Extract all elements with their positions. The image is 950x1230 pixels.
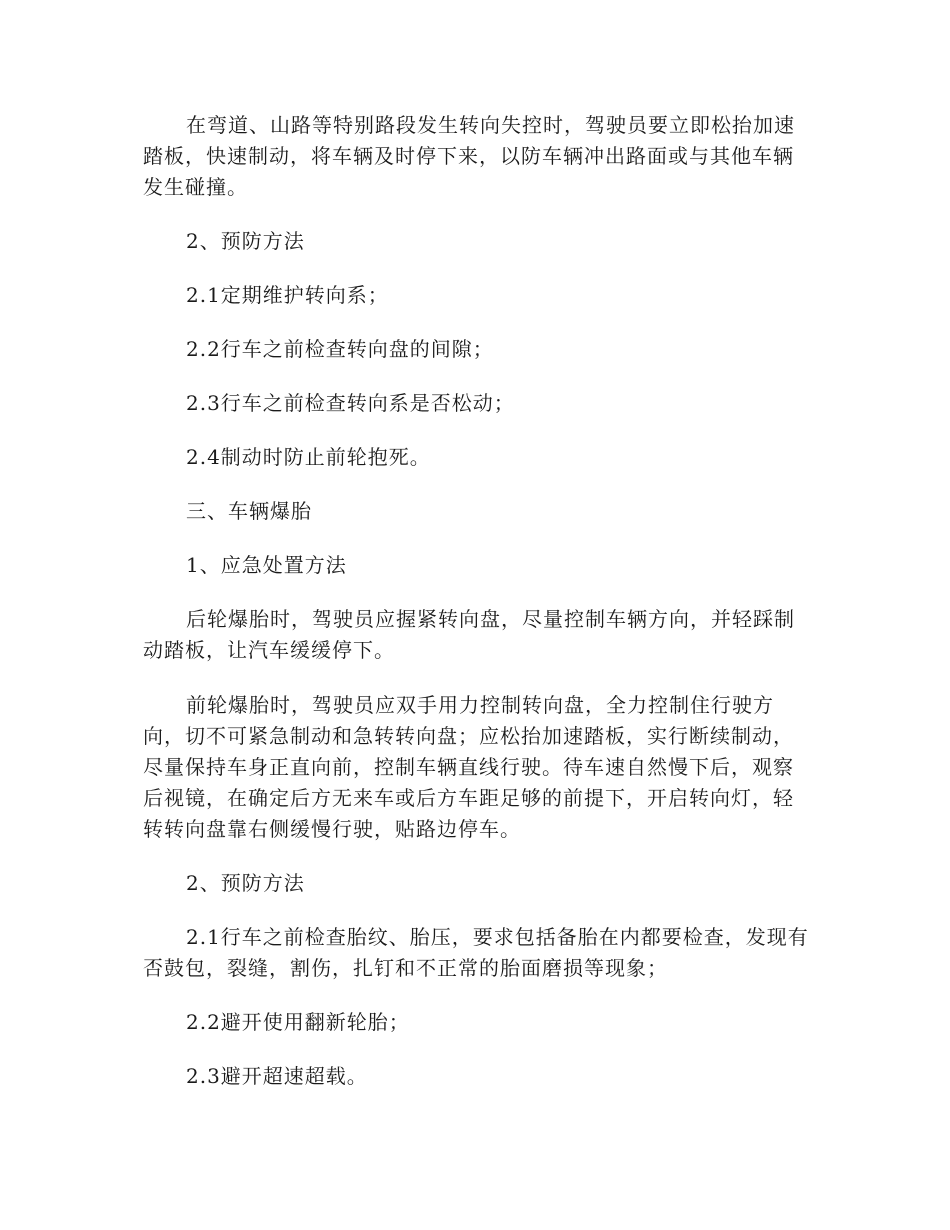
paragraph-front-tire-blowout: 前轮爆胎时，驾驶员应双手用力控制转向盘，全力控制住行驶方向，切不可紧急制动和急转转向盘；应松抬加速踏板，实行断续制动，尽量保持车身正直向前，控制车辆直线行驶。待车速自然慢下后，观察后视镜，在确定后方无来车或后方车距足够的前提下，开启转向灯，轻转转向盘靠右侧缓慢行驶，贴路边停车。 [143,693,794,841]
list-item-tire-prevention-2-2: 2.2避开使用翻新轮胎； [186,1010,410,1034]
list-item-prevention-2-2: 2.2行车之前检查转向盘的间隙； [186,337,494,361]
paragraph-steering-loss-curve: 在弯道、山路等特别路段发生转向失控时，驾驶员要立即松抬加速踏板，快速制动，将车辆及时停下来，以防车辆冲出路面或与其他车辆发生碰撞。 [143,113,795,199]
section-heading-tire-blowout: 三、车辆爆胎 [186,499,312,523]
heading-emergency-handling: 1、应急处置方法 [186,553,347,577]
list-item-prevention-2-3: 2.3行车之前检查转向系是否松动； [186,391,515,415]
heading-prevention-methods-tire: 2、预防方法 [186,871,305,895]
list-item-tire-prevention-2-1: 2.1行车之前检查胎纹、胎压，要求包括备胎在内都要检查，发现有否鼓包，裂缝，割伤，扎钉和不正常的胎面磨损等现象； [143,925,809,980]
list-item-prevention-2-4: 2.4制动时防止前轮抱死。 [186,445,431,469]
paragraph-rear-tire-blowout: 后轮爆胎时，驾驶员应握紧转向盘，尽量控制车辆方向，并轻踩制动踏板，让汽车缓缓停下。 [143,607,795,662]
list-item-tire-prevention-2-3: 2.3避开超速超载。 [186,1064,368,1088]
document-page [143,110,811,1092]
list-item-prevention-2-1: 2.1定期维护转向系； [186,283,389,307]
heading-prevention-methods: 2、预防方法 [186,229,305,253]
